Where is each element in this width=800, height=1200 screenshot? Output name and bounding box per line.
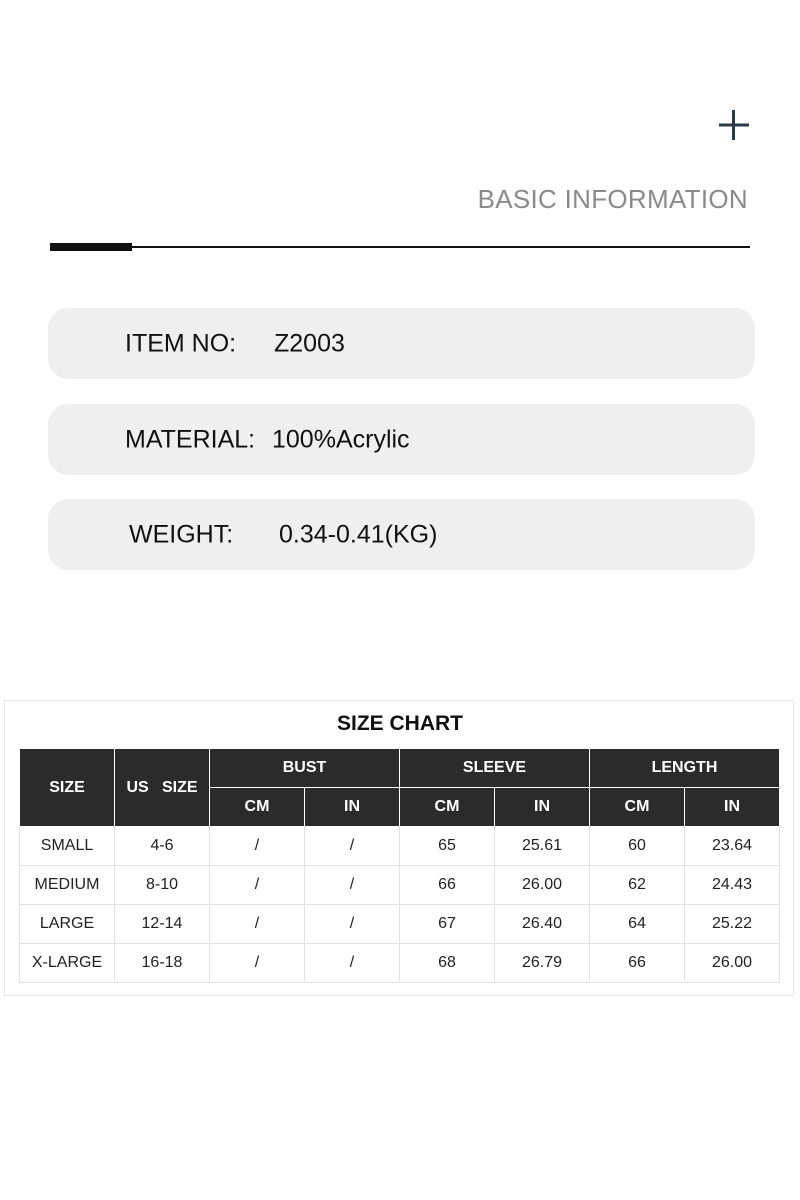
material-label: MATERIAL: <box>125 425 256 453</box>
cell-size: X-LARGE <box>20 944 115 983</box>
size-chart-table <box>19 748 780 983</box>
header-length: LENGTH <box>590 749 780 788</box>
cell-bust-cm: / <box>210 866 305 905</box>
cell-bust-cm: / <box>210 905 305 944</box>
table-row <box>20 944 780 983</box>
cell-bust-in: / <box>305 866 400 905</box>
header-bust: BUST <box>210 749 400 788</box>
cell-bust-cm: / <box>210 944 305 983</box>
cell-length-cm: 64 <box>590 905 685 944</box>
cell-sleeve-in: 26.40 <box>495 905 590 944</box>
header-bust-in: IN <box>305 788 400 827</box>
cell-sleeve-in: 26.79 <box>495 944 590 983</box>
header-sleeve-cm: CM <box>400 788 495 827</box>
cell-us-size: 4-6 <box>115 827 210 866</box>
cell-bust-in: / <box>305 905 400 944</box>
divider-line <box>50 246 750 248</box>
cell-length-cm: 60 <box>590 827 685 866</box>
cell-size: SMALL <box>20 827 115 866</box>
cell-length-in: 23.64 <box>685 827 780 866</box>
header-sleeve: SLEEVE <box>400 749 590 788</box>
weight-value: 0.34-0.41(KG) <box>279 520 438 548</box>
cell-length-in: 24.43 <box>685 866 780 905</box>
cell-sleeve-in: 25.61 <box>495 827 590 866</box>
cell-us-size: 12-14 <box>115 905 210 944</box>
header-length-cm: CM <box>590 788 685 827</box>
info-card-material <box>48 404 755 475</box>
header-length-in: IN <box>685 788 780 827</box>
cell-sleeve-cm: 66 <box>400 866 495 905</box>
header-size: SIZE <box>20 749 115 827</box>
size-chart-title: SIZE CHART <box>337 712 463 735</box>
cell-size: MEDIUM <box>20 866 115 905</box>
cell-us-size: 16-18 <box>115 944 210 983</box>
cell-bust-cm: / <box>210 827 305 866</box>
cell-sleeve-cm: 68 <box>400 944 495 983</box>
material-value: 100%Acrylic <box>272 425 410 453</box>
cell-bust-in: / <box>305 944 400 983</box>
cell-bust-in: / <box>305 827 400 866</box>
table-row <box>20 866 780 905</box>
header-sleeve-in: IN <box>495 788 590 827</box>
cell-sleeve-cm: 67 <box>400 905 495 944</box>
header-bust-cm: CM <box>210 788 305 827</box>
section-title: BASIC INFORMATION <box>477 184 748 214</box>
item-no-label: ITEM NO: <box>125 329 237 357</box>
cell-size: LARGE <box>20 905 115 944</box>
cell-us-size: 8-10 <box>115 866 210 905</box>
item-no-value: Z2003 <box>274 329 345 357</box>
cell-sleeve-cm: 65 <box>400 827 495 866</box>
cell-length-cm: 66 <box>590 944 685 983</box>
table-row <box>20 905 780 944</box>
info-card-item-no <box>48 308 755 379</box>
cell-length-cm: 62 <box>590 866 685 905</box>
table-row <box>20 827 780 866</box>
cell-length-in: 26.00 <box>685 944 780 983</box>
info-card-weight <box>48 499 755 570</box>
header-us-size: US SIZE <box>115 749 210 827</box>
divider-accent <box>50 243 132 251</box>
weight-label: WEIGHT: <box>129 520 234 548</box>
plus-icon[interactable] <box>717 108 751 142</box>
cell-length-in: 25.22 <box>685 905 780 944</box>
cell-sleeve-in: 26.00 <box>495 866 590 905</box>
